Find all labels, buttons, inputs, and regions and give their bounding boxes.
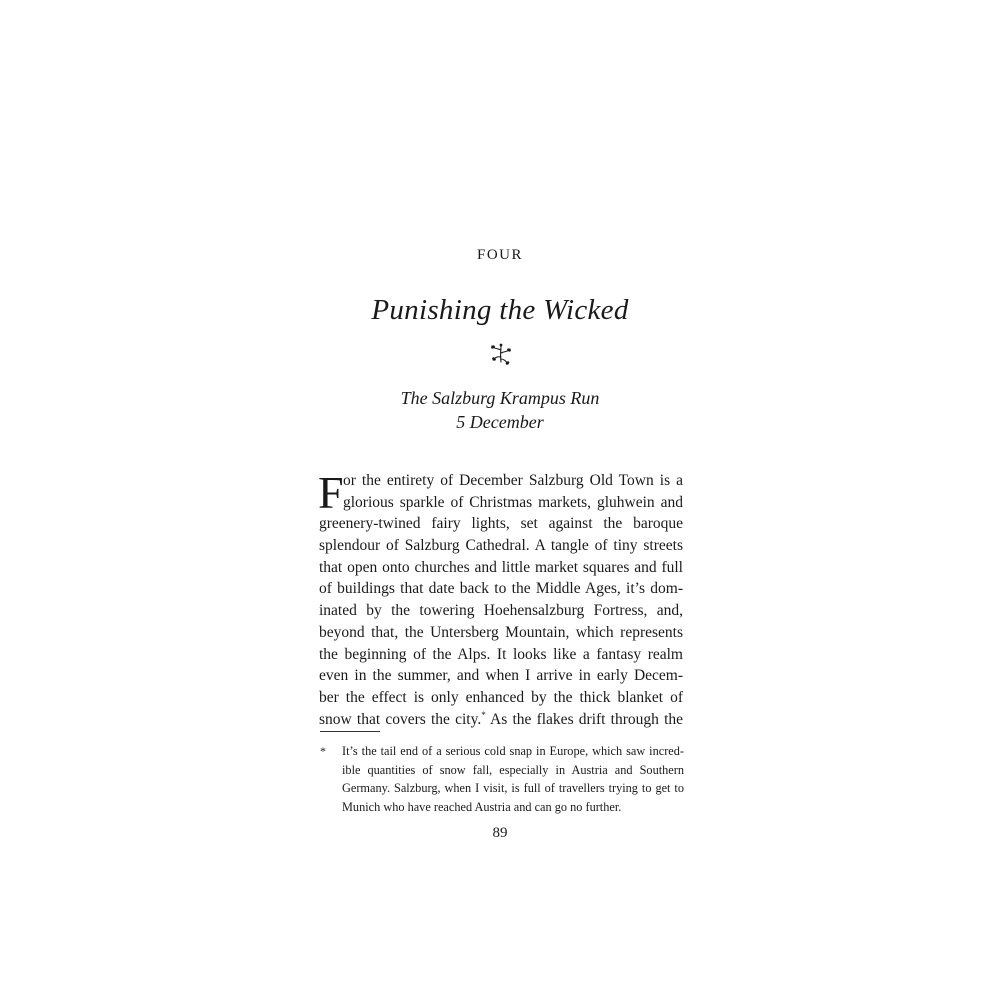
body-line: or the entirety of December Salzburg Old Town is a (343, 472, 683, 489)
body-line: inated by the towering Hoehensalzburg Fortress, and, (319, 602, 683, 620)
footnote-text (342, 742, 684, 816)
chapter-subtitle (0, 386, 1000, 434)
footnote-marker: * (320, 744, 326, 758)
body-line: that open onto churches and little market squares and full (319, 558, 683, 576)
body-line: greenery-twined fairy lights, set against the baroque (319, 515, 683, 533)
footnote-divider (320, 731, 380, 732)
footnote-line: Munich who have reached Austria and can go no further. (342, 799, 622, 814)
footnote-line: ible quantities of snow fall, especially in Austria and Southern (342, 762, 684, 777)
body-paragraph (318, 467, 683, 730)
footnote-reference[interactable]: * (481, 709, 486, 720)
body-text-after-note: As the flakes drift through the (485, 710, 683, 728)
body-line: glorious sparkle of Christmas markets, gluhwein and (343, 493, 683, 511)
body-line: beyond that, the Untersberg Mountain, which represents (319, 623, 683, 641)
chapter-title: Punishing the Wicked (371, 294, 629, 326)
chapter-number: FOUR (476, 247, 523, 263)
footnote-line: Germany. Salzburg, when I visit, is full of travellers trying to get to (342, 781, 684, 795)
body-line: splendour of Salzburg Cathedral. A tangle of tiny streets (319, 537, 683, 555)
subtitle-date: 5 December (456, 412, 544, 432)
footnote-line: It’s the tail end of a serious cold snap in Europe, which saw incred- (342, 744, 684, 758)
body-line: the beginning of the Alps. It looks like a fantasy realm (319, 645, 683, 663)
drop-cap: F (318, 467, 344, 518)
body-line: even in the summer, and when I arrive in early Decem- (319, 667, 683, 685)
body-line-last (319, 709, 683, 731)
body-line: of buildings that date back to the Middle Ages, it’s dom- (319, 580, 683, 598)
body-line: ber the effect is only enhanced by the thick blanket of (319, 688, 683, 706)
floral-ornament-icon (489, 342, 513, 368)
subtitle-event: The Salzburg Krampus Run (400, 388, 600, 408)
body-text-before-note: snow that covers the city. (319, 710, 482, 728)
page-number: 89 (492, 825, 508, 841)
